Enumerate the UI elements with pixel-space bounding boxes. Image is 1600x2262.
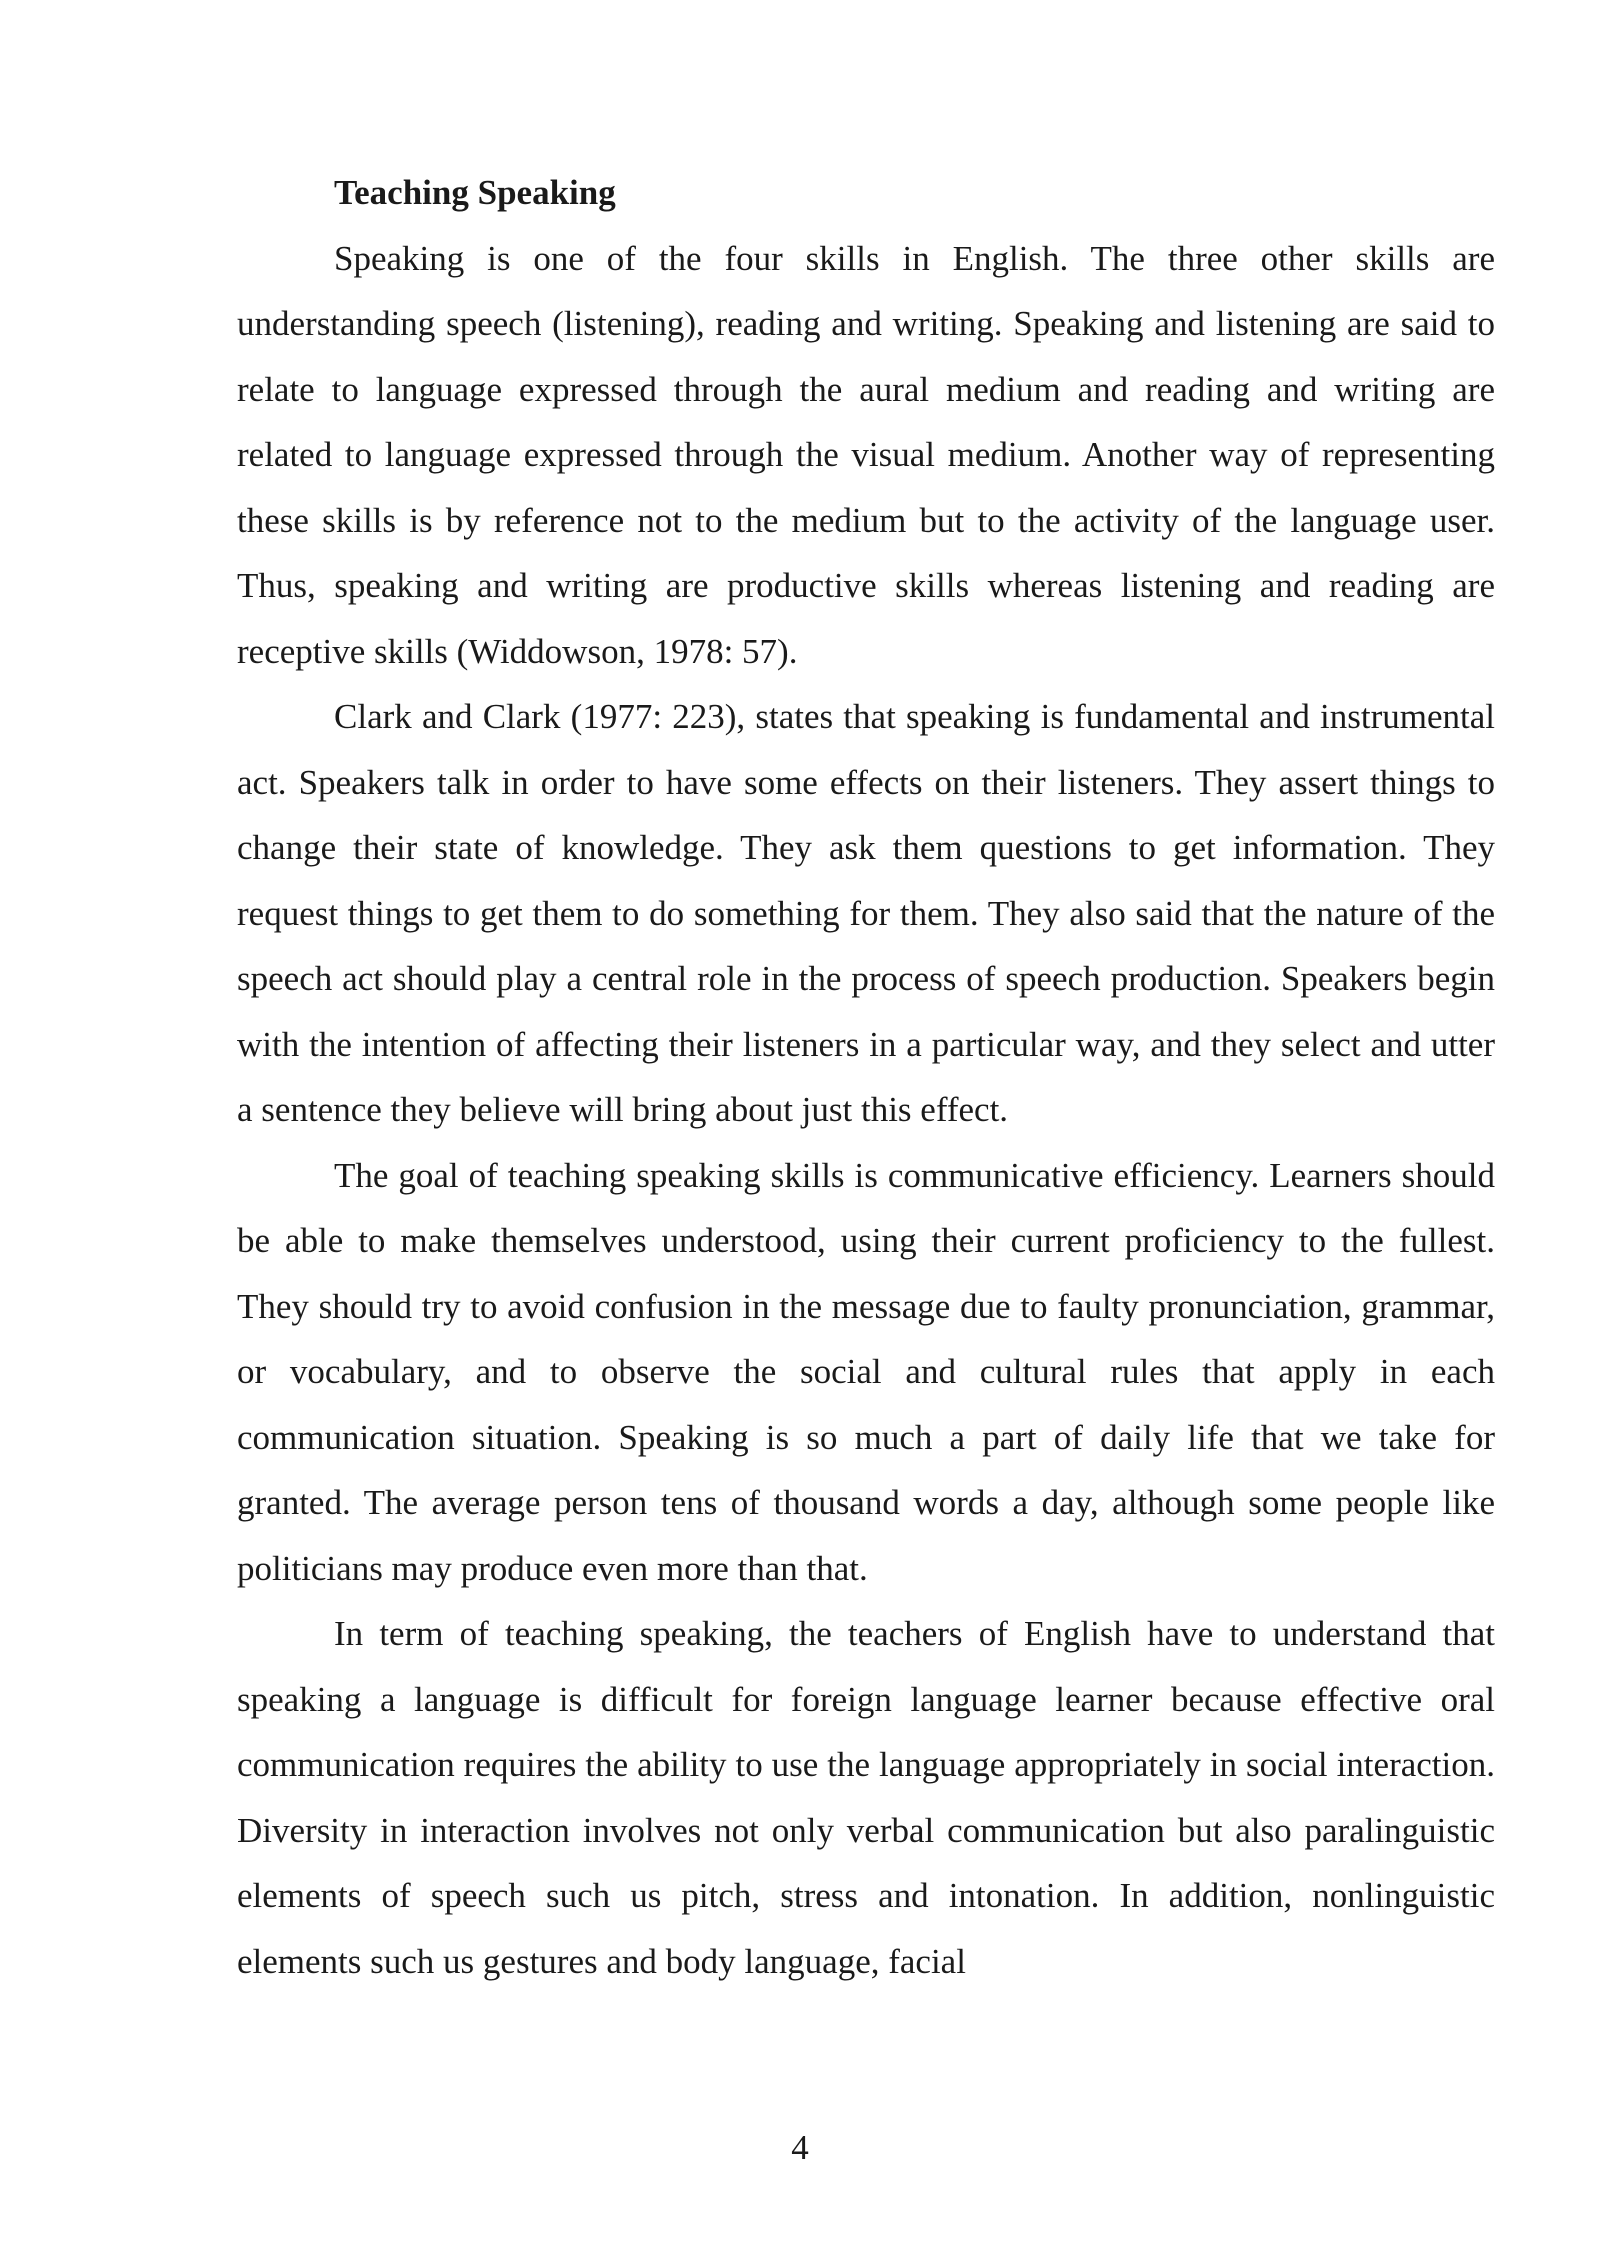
page-number: 4	[791, 2128, 809, 2167]
document-body	[237, 160, 1495, 1994]
paragraph-3: The goal of teaching speaking skills is communicative efficiency. Learners should be able to make themselves understood, using their current proficiency to the fullest. They should try to avoid confusion in the message due to faulty pronunciation, grammar, or vocabulary, and to observe the social and cultural rules that apply in each communication situation. Speaking is so much a part of daily life that we take for granted. The average person tens of thousand words a day, although some people like politicians may produce even more than that.	[237, 1155, 1495, 1588]
paragraph-4: In term of teaching speaking, the teachers of English have to understand that speaking a language is difficult for foreign language learner because effective oral communication requires the ability to use the language appropriately in social interaction. Diversity in interaction involves not only verbal communication but also paralinguistic elements of speech such us pitch, stress and intonation. In addition, nonlinguistic elements such us gestures and body language, facial	[237, 1614, 1495, 1981]
paragraph-1: Speaking is one of the four skills in English. The three other skills are understanding speech (listening), reading and writing. Speaking and listening are said to relate to language expressed through the aural medium and reading and writing are related to language expressed through the visual medium. Another way of representing these skills is by reference not to the medium but to the activity of the language user. Thus, speaking and writing are productive skills whereas listening and reading are receptive skills (Widdowson, 1978: 57).	[237, 238, 1495, 671]
section-heading: Teaching Speaking	[334, 173, 616, 212]
paragraph-2: Clark and Clark (1977: 223), states that speaking is fundamental and instrumental act. Speakers talk in order to have some effects on their listeners. They assert things to change their state of knowledge. They ask them questions to get information. They request things to get them to do something for them. They also said that the nature of the speech act should play a central role in the process of speech production. Speakers begin with the intention of affecting their listeners in a particular way, and they select and utter a sentence they believe will bring about just this effect.	[237, 697, 1495, 1129]
